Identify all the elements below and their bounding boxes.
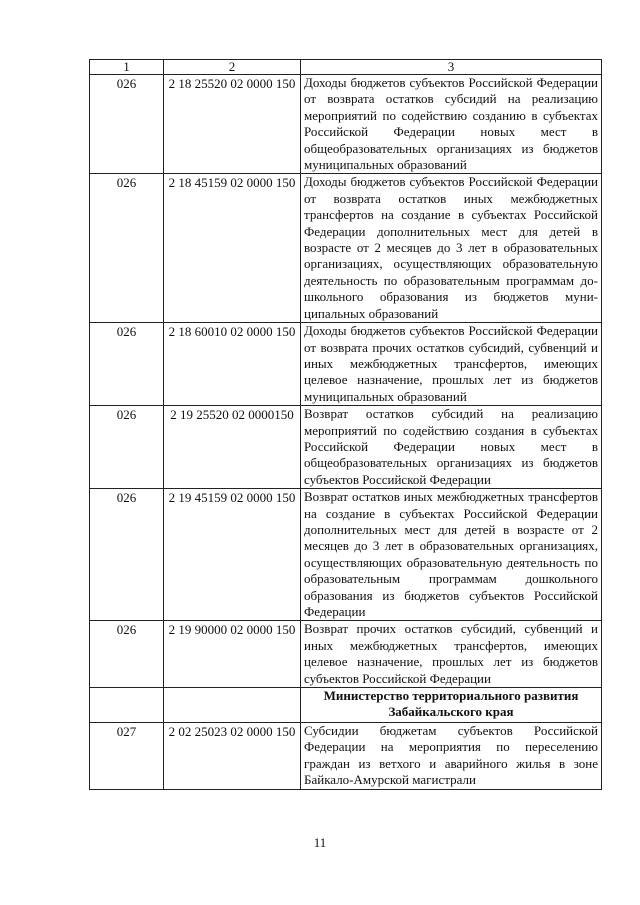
table-row: [90, 723, 602, 790]
revenue-name-cell: Возврат остатков субсидий на реализацию мероприятий по содействию создания в субъектах Российской Федерации новых мест в общеобразовательных организациях из бюджетов субъектов Российской Федерации: [301, 406, 602, 489]
table-row: [90, 174, 602, 323]
admin-code-cell: 027: [90, 723, 164, 790]
admin-code-cell: 026: [90, 406, 164, 489]
revenue-name-cell: Возврат прочих остатков субсидий, субвенций и иных межбюджетных трансфертов, имеющих целевое назначение, прошлых лет из бюджетов субъектов Российской Федерации: [301, 621, 602, 688]
revenue-name-cell: Доходы бюджетов субъектов Российской Федерации от возврата прочих остатков субсидий, субвенций и иных межбюджетных трансфертов, имеющих целевое назначение, прошлых лет из бюджетов муниципальных образований: [301, 323, 602, 406]
budget-code-cell: 2 02 25023 02 0000 150: [164, 723, 301, 790]
budget-code-cell: 2 18 60010 02 0000 150: [164, 323, 301, 406]
budget-code-cell: 2 19 45159 02 0000 150: [164, 489, 301, 621]
page-number: 11: [313, 835, 327, 850]
budget-code-cell: 2 18 25520 02 0000 150: [164, 75, 301, 174]
header-col-2: 2: [164, 60, 301, 75]
header-col-1: 1: [90, 60, 164, 75]
budget-code-cell: [164, 688, 301, 723]
budget-code-cell: 2 19 90000 02 0000 150: [164, 621, 301, 688]
revenue-name-cell: Доходы бюджетов субъектов Российской Федерации от возврата остатков субсидий на реализацию мероприятий по содействию созданию в субъектах Российской Федерации новых мест в общеобразовательных организациях из бюджетов муниципальных образований: [301, 75, 602, 174]
section-heading-row: [90, 688, 602, 723]
admin-code-cell: 026: [90, 323, 164, 406]
budget-code-cell: 2 19 25520 02 0000150: [164, 406, 301, 489]
table-row: [90, 323, 602, 406]
revenue-name-cell: Субсидии бюджетам субъектов Российской Федерации на мероприятия по переселению граждан из ветхого и аварийного жилья в зоне Байкало-Амурской магистрали: [301, 723, 602, 790]
table-row: [90, 489, 602, 621]
ministry-heading: Министерство территориального развития Забайкальского края: [301, 688, 602, 723]
header-col-3: 3: [301, 60, 602, 75]
admin-code-cell: 026: [90, 75, 164, 174]
table-row: [90, 75, 602, 174]
revenue-name-cell: Возврат остатков иных межбюджетных трансфертов на создание в субъектах Российской Федерации дополнительных мест для детей в возрасте от 2 месяцев до 3 лет в образовательных организациях, осуществляющих образовательную деятельность по образовательным программам дошкольного образования из бюджетов субъектов Российской Федерации: [301, 489, 602, 621]
table-row: [90, 621, 602, 688]
table-row: [90, 406, 602, 489]
admin-code-cell: 026: [90, 174, 164, 323]
admin-code-cell: [90, 688, 164, 723]
budget-code-cell: 2 18 45159 02 0000 150: [164, 174, 301, 323]
admin-code-cell: 026: [90, 621, 164, 688]
revenue-classification-table: [89, 59, 602, 790]
table-header-row: [90, 60, 602, 75]
revenue-name-cell: Доходы бюджетов субъектов Российской Федерации от возврата остатков иных межбюджетных трансфертов на создание в субъектах Российской Федерации дополнительных мест для детей в возрасте от 2 месяцев до 3 лет в образовательных организациях, осуществляющих образовательную деятельность по образовательным программам дошкольного образования из бюджетов муниципальных образований: [301, 174, 602, 323]
admin-code-cell: 026: [90, 489, 164, 621]
